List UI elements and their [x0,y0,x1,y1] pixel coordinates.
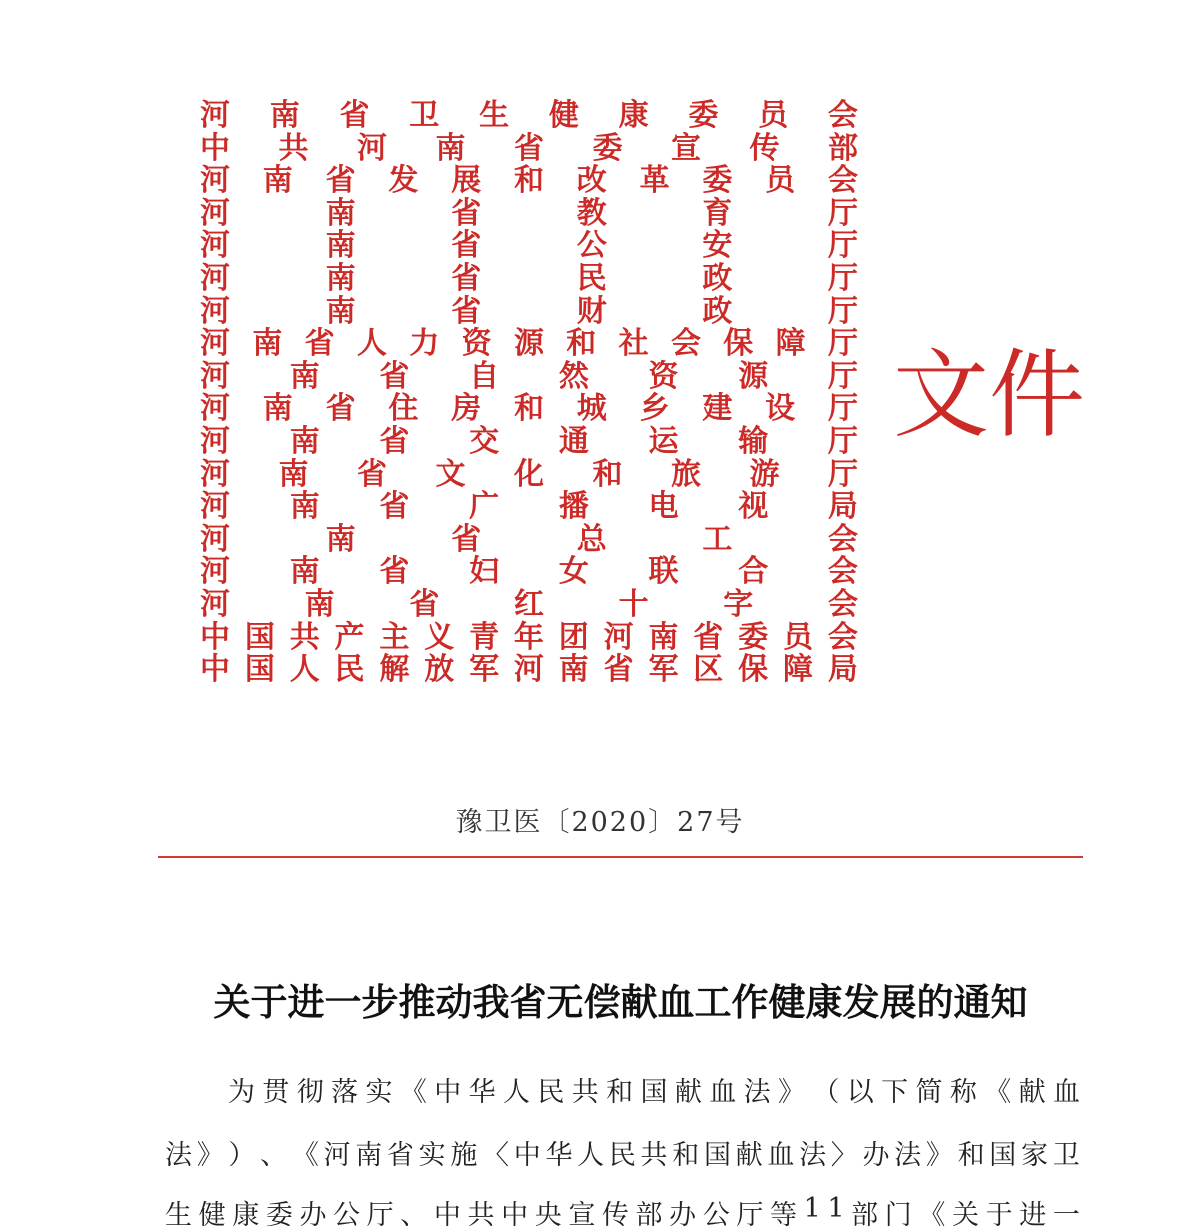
issuer-line: 中 共 河 南 省 委 宣 传 部 [200,130,858,166]
issuer-line: 河 南 省 广 播 电 视 局 [200,489,858,525]
issuer-line: 河 南 省 文 化 和 旅 游 厅 [200,456,858,492]
document-number: 豫卫医〔2020〕27号 [455,807,745,838]
issuer-line: 河 南 省 教 育 厅 [200,195,858,231]
document-label: 文件 [893,339,1085,451]
issuer-line: 河 南 省 卫 生 健 康 委 员 会 [200,98,858,133]
issuer-line: 河 南 省 发 展 和 改 革 委 员 会 [200,163,858,199]
issuer-line: 河 南 省 民 政 厅 [200,260,858,296]
issuer-line: 中 国 人 民 解 放 军 河 南 省 军 区 保 障 局 [200,652,858,688]
document-title: 关于进一步推动我省无偿献血工作健康发展的通知 [213,980,1028,1024]
issuer-line: 河 南 省 交 通 运 输 厅 [200,423,858,459]
body-line-1: 为 贯 彻 落 实 《 中 华 人 民 共 和 国 献 血 法 》 （ 以 下 简 称 《 献 血 [228,1077,1080,1108]
issuer-line: 河 南 省 住 房 和 城 乡 建 设 厅 [200,391,858,427]
issuer-line: 河 南 省 人 力 资 源 和 社 会 保 障 厅 [200,326,858,362]
issuer-line: 河 南 省 总 工 会 [200,521,858,557]
issuer-line: 河 南 省 妇 女 联 合 会 [200,554,858,590]
issuer-line: 河 南 省 自 然 资 源 厅 [200,358,858,394]
issuer-block [200,100,858,687]
issuer-line: 河 南 省 财 政 厅 [200,293,858,329]
red-divider [158,856,1083,858]
body-line-2: 法 》 ） 、 《 河 南 省 实 施 〈 中 华 人 民 共 和 国 献 血 法 〉 办 法 》 和 国 家 卫 [165,1140,1080,1171]
issuer-line: 河 南 省 公 安 厅 [200,228,858,264]
issuer-line: 河 南 省 红 十 字 会 [200,586,858,622]
issuer-line: 中 国 共 产 主 义 青 年 团 河 南 省 委 员 会 [200,619,858,655]
body-line-3: 生 健 康 委 办 公 厅 、 中 共 中 央 宣 传 部 办 公 厅 等 1 1 部 门 《 关 于 进 一 [165,1193,1080,1231]
